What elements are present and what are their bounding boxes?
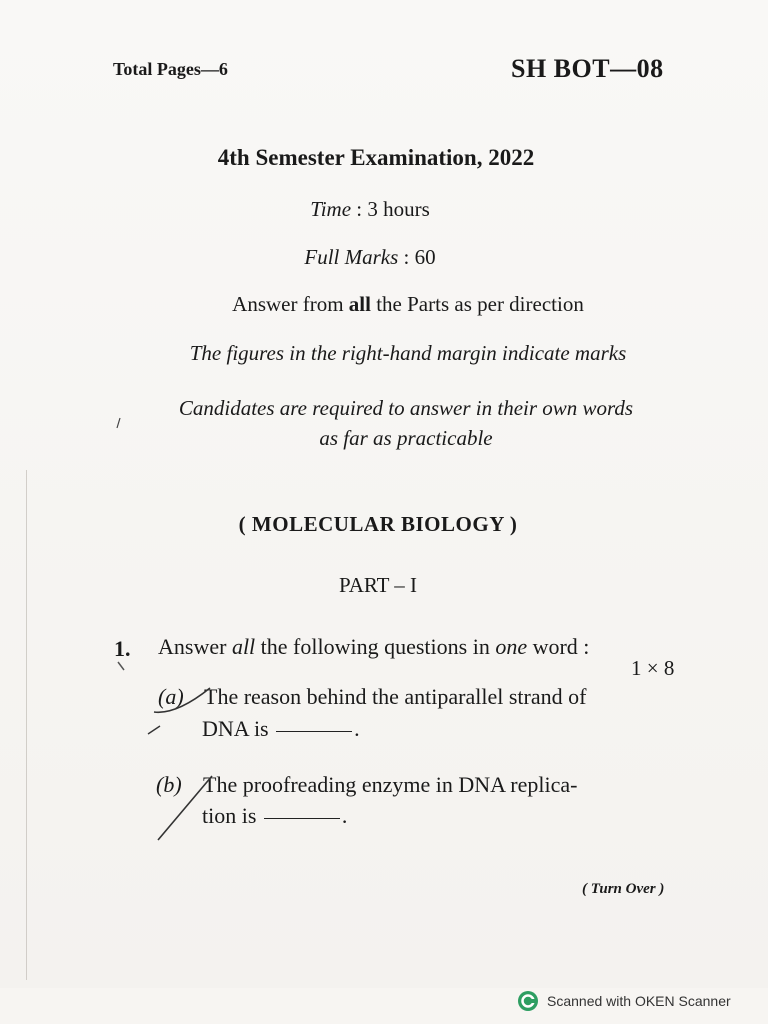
question-emphasis: all	[231, 634, 256, 659]
instruction-marks: The figures in the right-hand margin indicate marks	[189, 341, 627, 365]
exam-title: 4th Semester Examination, 2022	[217, 145, 535, 170]
total-pages: Total Pages—6	[113, 59, 228, 79]
question-text-part: the following questions in	[255, 634, 496, 659]
subquestion-b-line1: The proofreading enzyme in DNA replica-	[203, 772, 578, 797]
time-label: Time	[310, 197, 352, 221]
question-emphasis: one	[495, 634, 528, 659]
paper-code: SH BOT—08	[511, 54, 664, 83]
subquestion-a-line2: DNA is .	[202, 716, 360, 741]
scanner-logo-icon	[517, 990, 539, 1012]
question-text-part: word :	[527, 634, 590, 659]
instruction-text: the Parts as per direction	[370, 292, 584, 316]
scanner-text: Scanned with OKEN Scanner	[547, 993, 731, 1009]
turn-over: ( Turn Over )	[582, 881, 665, 897]
pen-dot-mark	[117, 418, 120, 428]
question-marks: 1 × 8	[631, 656, 675, 680]
marks-label: Full Marks	[304, 245, 399, 269]
pen-tick-mark	[118, 662, 124, 670]
subquestion-a-label: (a)	[158, 684, 184, 709]
pen-slash-a	[154, 688, 210, 712]
part-heading: PART – I	[338, 573, 418, 597]
time-value: : 3 hours	[356, 197, 430, 221]
subquestion-a-text: DNA is	[202, 716, 269, 741]
subquestion-b-text: tion is	[202, 803, 257, 828]
subquestion-b-label: (b)	[156, 772, 182, 797]
instruction-own-words: Candidates are required to answer in their own words	[178, 396, 634, 420]
pen-slash-b	[158, 776, 212, 840]
question-number: 1.	[114, 636, 131, 661]
question-text-part: Answer	[158, 634, 232, 659]
subject-title: ( MOLECULAR BIOLOGY )	[238, 512, 518, 536]
subquestion-b-line2: tion is .	[202, 803, 348, 828]
instruction-text: Answer from	[232, 292, 349, 316]
instruction-emphasis: all	[348, 292, 371, 316]
scanner-watermark	[517, 990, 731, 1012]
instruction-practicable: as far as practicable	[319, 426, 493, 450]
pen-stroke-a	[148, 726, 160, 734]
marks-value: : 60	[403, 245, 436, 269]
subquestion-a-line1: The reason behind the antiparallel strand of	[204, 684, 587, 709]
